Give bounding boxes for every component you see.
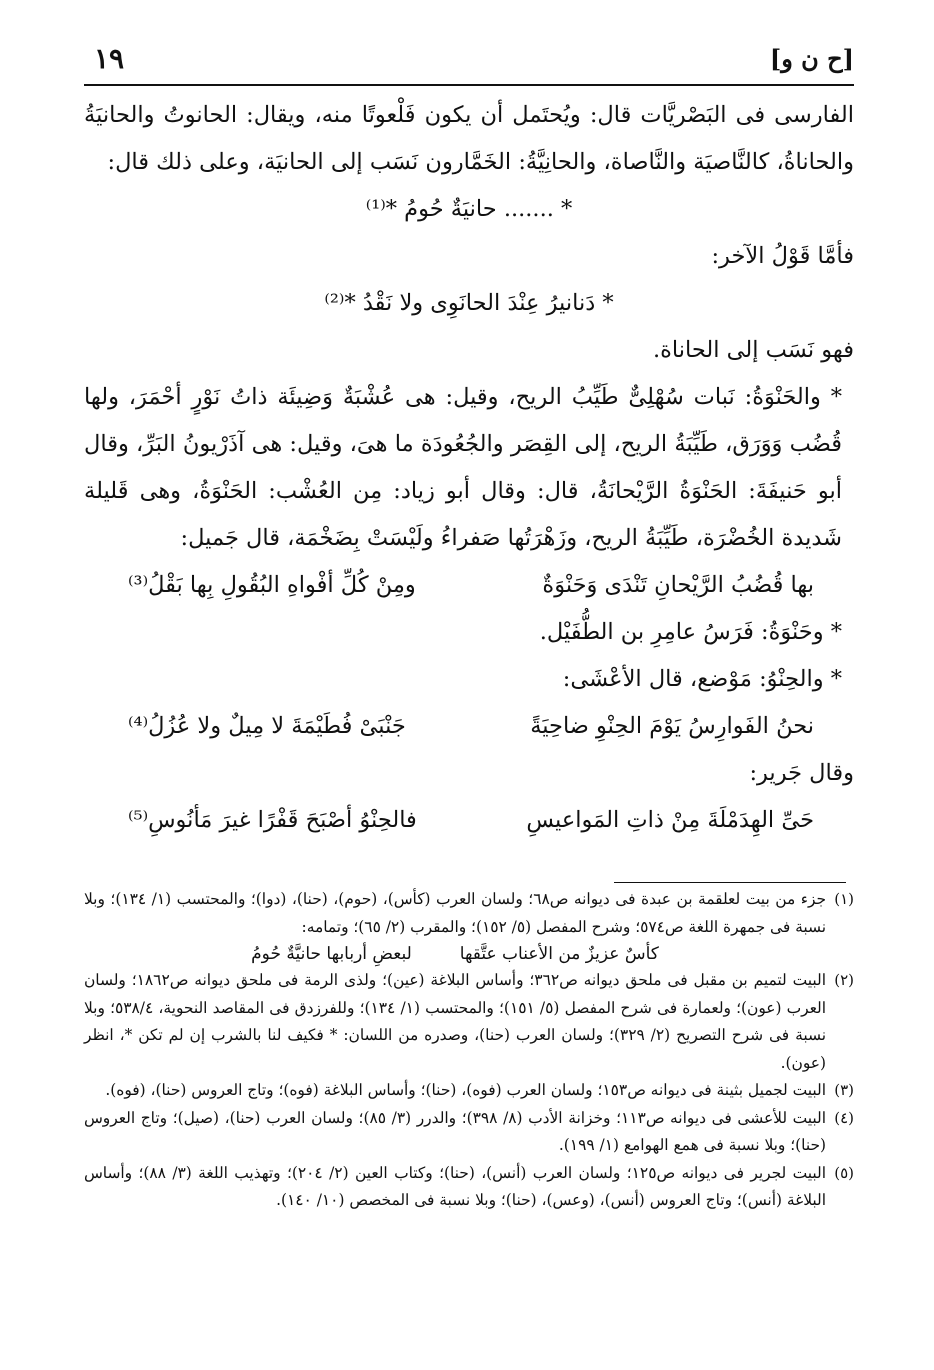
- footnote-1: [84, 886, 854, 967]
- footnote-text: جزء من بيت لعلقمة بن عبدة فى ديوانه ص٦٨؛ ولسان العرب (كأس)، (حوم)، (حنا)، (دوا)؛ والمحتسب (١/ ١٣٤)؛ وبلا نسبة فى جمهرة اللغة ص٥٧٤؛ وشرح المفصل (٥/ ١٥٢)؛ والمقرب (٢/ ٦٥)؛ وتمامه:: [84, 890, 826, 936]
- footnotes: [84, 886, 854, 1215]
- footnote-number: (٣): [834, 1081, 854, 1099]
- verse-4-second-hemistich: جَنْبَىْ فُطَيْمَةَ لا مِيلٌ ولا عُزُلُ⁽⁴⁾: [128, 713, 406, 739]
- page-number: ١٩: [94, 42, 125, 75]
- verse-4: [84, 703, 854, 750]
- main-text: [84, 92, 854, 844]
- verse-5-first-hemistich: حَىِّ الهِدَمْلَةَ مِنْ ذاتِ المَواعيسِ: [526, 807, 814, 833]
- verse-3-first-hemistich: بها قُضُبُ الرَّيْحانِ تَنْدَى وَحَنْوَةٌ: [542, 572, 814, 598]
- root-label: [ح ن و]: [769, 44, 854, 73]
- header-rule: [84, 84, 854, 86]
- footnote-text: البيت لتميم بن مقبل فى ملحق ديوانه ص٣٦٢؛ وأساس البلاغة (عين)؛ ولذى الرمة فى ملحق ديوانه ص١٨٦٢؛ ولسان العرب (عون)؛ ولعمارة فى شرح المفصل (٥/ ١٥١)؛ والمحتسب (١/ ١٣٤)؛ وللفرزدق فى المقاصد النحوية، ٥٣٨/٤؛ وبلا نسبة فى شرح التصريح (٢/ ٣٢٩)؛ ولسان العرب (حنا)، وصدره من اللسان: * فكيف لنا بالشرب إن لم تكن *، انظر (عون).: [84, 971, 827, 1072]
- verse-1: * ....... حانيَةٌ حُومُ *⁽¹⁾: [365, 196, 573, 222]
- footnote-text: البيت للأعشى فى ديوانه ص١١٣؛ وخزانة الأدب (٨/ ٣٩٨)؛ والدرر (٣/ ٨٥)؛ ولسان العرب (حنا)، (صيل)؛ وتاج العروس (حنا)؛ وبلا نسبة فى همع الهوامع (١/ ١٩٩).: [84, 1108, 827, 1154]
- footnote-text: البيت لجميل بثينة فى ديوانه ص١٥٣؛ ولسان العرب (فوه)، (حنا)؛ وأساس البلاغة (فوه)؛ وتاج العروس (حنا)، (فوه).: [105, 1081, 826, 1099]
- footnote-number: (١): [834, 890, 854, 908]
- running-head: [84, 38, 854, 78]
- paragraph-1: الفارسى فى البَصْريَّات قال: ويُحتَمل أن يكون فَلْعوتًا منه، ويقال: الحانوتُ والحانيَةُ والحاناةُ، كالنَّاصيَة والنَّاصاة، والحانِيَّةُ: الخَمَّارون نَسَب إلى الحانيَة، وعلى ذلك قال:: [84, 102, 854, 175]
- verse-2: * دَنانيرُ عِنْدَ الحانَوِى ولا نَقْدُ *⁽²⁾: [324, 290, 614, 316]
- verse-3: [84, 562, 854, 609]
- verse-3-second-hemistich: ومِنْ كُلِّ أفْواهِ البُقُولِ بِها بَقْلُ⁽³⁾: [128, 572, 416, 598]
- footnote-body: [84, 886, 826, 967]
- footnote-rule: [614, 882, 846, 883]
- paragraph-7: وقال جَرير:: [749, 760, 854, 786]
- paragraph-3: فهو نَسَب إلى الحاناة.: [652, 337, 854, 363]
- footnote-verse-first: كأسٌ عزيزٌ من الأعناب عتَّقها: [459, 944, 659, 964]
- verse-4-first-hemistich: نحنُ الفَوارِسُ يَوْمَ الحِنْوِ ضاحِيَةً: [530, 713, 814, 739]
- footnote-number: (٢): [834, 971, 854, 989]
- footnote-3: [84, 1077, 854, 1105]
- paragraph-2: فأمَّا قَوْلُ الآخر:: [711, 243, 854, 269]
- verse-5-second-hemistich: فالحِنْوُ أصْبَحَ قَفْرًا غيرَ مَأنُوسِ⁽⁵⁾: [128, 807, 417, 833]
- paragraph-5: * وحَنْوَةُ: فَرَسُ عامِرِ بن الطُّفَيْل.: [539, 619, 842, 645]
- footnote-2: [84, 967, 854, 1077]
- paragraph-4: * والحَنْوَةُ: نَبات سُهْلِىٌّ طَيِّبُ الريح، وقيل: هى عُشْبَةٌ وَضِيئَة ذاتُ نَوْرٍ أحْمَرَ، ولها قُضُب وَوَرَق، طَيِّبَةُ الريح، إلى القِصَر والجُعُودَة ما هىَ، وقيل: هى آذَرْيونُ البَرِّ، وقال أبو حَنيفَةَ: الحَنْوَةُ الرَّيْحانَةُ، قال: وقال أبو زياد: مِن العُشْب: الحَنْوَةُ، وهى قَليلة شَديدة الخُضْرَة، طَيِّبَةُ الريح، وزَهْرَتُها صَفراءُ ولَيْسَتْ بِضَخْمَة، قال جَميل:: [84, 384, 842, 551]
- footnote-5: [84, 1160, 854, 1215]
- paragraph-6: * والحِنْوُ: مَوْضع، قال الأعْشَى:: [562, 666, 842, 692]
- footnote-text: البيت لجرير فى ديوانه ص١٢٥؛ ولسان العرب (أنس)، (حنا)؛ وكتاب العين (٢/ ٢٠٤)؛ وتهذيب اللغة (٣/ ٨٨)؛ وأساس البلاغة (أنس)؛ وتاج العروس (أنس)، (وعس)، (حنا)؛ وبلا نسبة فى المخصص (١٠/ ١٤٠).: [84, 1163, 826, 1209]
- footnote-number: (٤): [834, 1108, 854, 1127]
- footnote-4: [84, 1105, 854, 1160]
- verse-5: [84, 797, 854, 844]
- footnote-verse-second: لبعضِ أربابها حانيَّةٌ حُومُ: [251, 944, 412, 964]
- footnote-number: (٥): [834, 1163, 854, 1182]
- footnote-verse: [84, 941, 826, 967]
